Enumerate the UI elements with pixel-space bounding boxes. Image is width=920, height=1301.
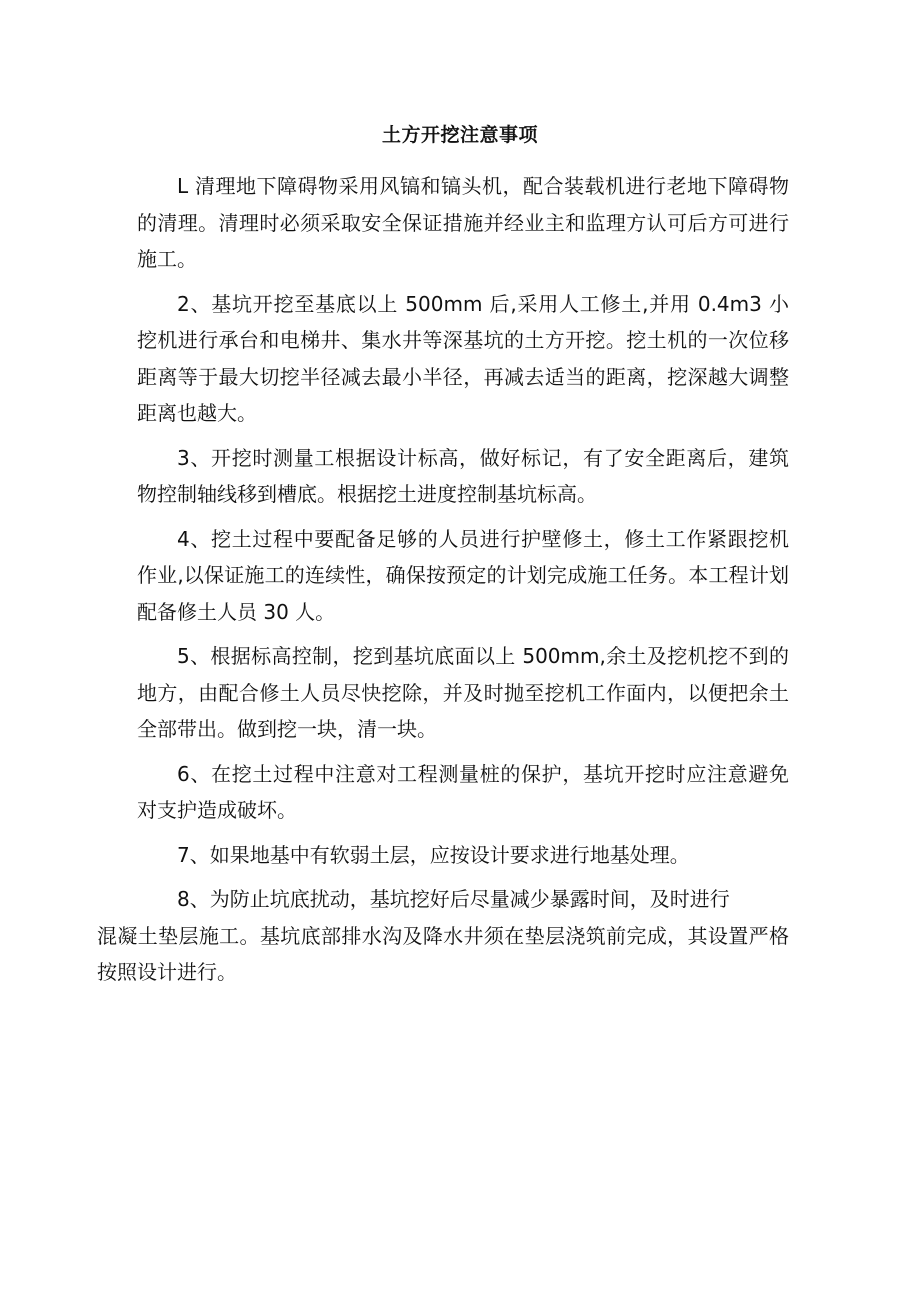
paragraph-1: L 清理地下障碍物采用风镐和镐头机，配合装载机进行老地下障碍物的清理。清理时必须采取安全保证措施并经业主和监理方认可后方可进行施工。 (137, 174, 789, 271)
paragraph-2: 2、基坑开挖至基底以上 500mm 后,采用人工修土,并用 0.4m3 小挖机进行承台和电梯井、集水井等深基坑的土方开挖。挖土机的一次位移距离等于最大切挖半径减去最小半径，再减去适当的距离，挖深越大调整距离也越大。 (137, 291, 789, 425)
document-title: 土方开挖注意事项 (381, 124, 538, 146)
paragraph-5: 5、根据标高控制，挖到基坑底面以上 500mm,余土及挖机挖不到的地方，由配合修土人员尽快挖除，并及时抛至挖机工作面内，以便把余土全部带出。做到挖一块，清一块。 (137, 644, 789, 741)
paragraph-6: 6、在挖土过程中注意对工程测量桩的保护，基坑开挖时应注意避免对支护造成破坏。 (137, 761, 789, 822)
paragraph-8-line-1: 8、为防止坑底扰动，基坑挖好后尽量减少暴露时间，及时进行 (177, 887, 730, 911)
document-body (97, 168, 789, 991)
paragraph-8 (97, 881, 789, 991)
paragraph-4: 4、挖土过程中要配备足够的人员进行护壁修土，修土工作紧跟挖机作业,以保证施工的连续性，确保按预定的计划完成施工任务。本工程计划配备修土人员 30 人。 (137, 526, 789, 624)
paragraph-7: 7、如果地基中有软弱土层，应按设计要求进行地基处理。 (177, 842, 690, 867)
paragraph-3: 3、开挖时测量工根据设计标高，做好标记，有了安全距离后，建筑物控制轴线移到槽底。根据挖土进度控制基坑标高。 (137, 445, 789, 506)
paragraph-8-line-2: 混凝土垫层施工。基坑底部排水沟及降水井须在垫层浇筑前完成，其设置严格按照设计进行。 (97, 923, 789, 984)
